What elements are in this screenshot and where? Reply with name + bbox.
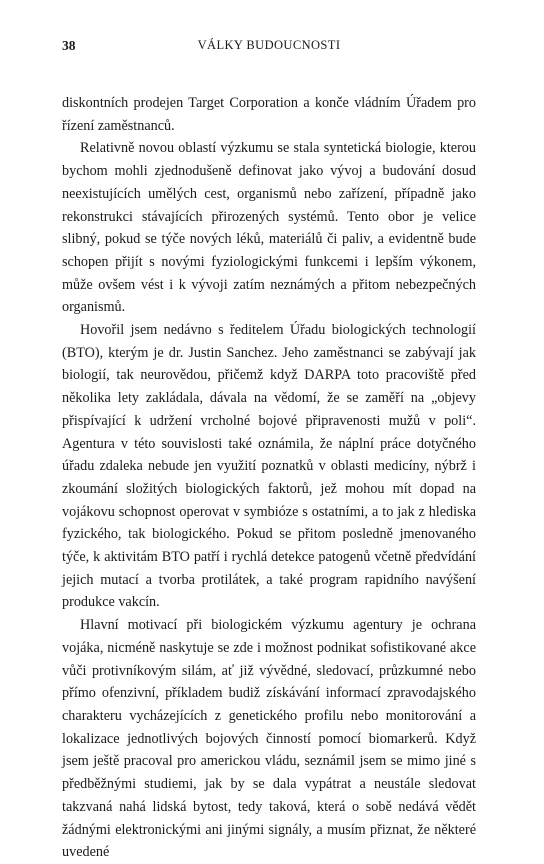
paragraph-continuation: diskontních prodejen Target Corporation a konče vládním Úřadem pro řízení zaměstnanců. xyxy=(62,95,476,134)
page-number: 38 xyxy=(62,38,76,53)
paragraph-bto: Hovořil jsem nedávno s ředitelem Úřadu biologických technologií (BTO), kterým je dr. Justin Sanchez. Jeho zaměstnanci se zabývají jak biologií, tak neurovědou, přičemž když DARPA toto pracoviště před několika lety zakládala, dávala na vědomí, že se zaměří na „objevy přispívající k udržení vrcholné bojové připravenosti mužů v poli“. Agentura v této souvislosti také oznámila, že náplní práce dotyčného úřadu zdaleka nebude jen využití poznatků v oblasti medicíny, nýbrž i zkoumání složitých biologických faktorů, jež mohou mít dopad na vojákovu schopnost operovat v symbióze s ostatními, a to jak z hlediska fyzického, tak biologického. Pokud se přitom posledně jmenovaného týče, k aktivitám BTO patří i rychlá detekce patogenů včetně předvídání jejich mutací a tvorba protilátek, a také program rapidního navýšení produkce vakcín. xyxy=(62,322,476,611)
running-title: VÁLKY BUDOUCNOSTI xyxy=(197,38,341,52)
paragraph-synthetic-biology: Relativně novou oblastí výzkumu se stala syntetická biologie, kterou bychom mohli zjednodušeně definovat jako vývoj a budování dosud neexistujících umělých cest, organismů nebo zařízení, případně jako rekonstrukci stávajících přirozených systémů. Tento obor je velice slibný, pokud se týče nových léků, materiálů či paliv, a evidentně bude schopen přijít s novými fyziologickými funkcemi i lepším výkonem, může ovšem vést i k vývoji zatím neznámých a přitom nebezpečných organismů. xyxy=(62,140,476,316)
paragraph-motivation: Hlavní motivací při biologickém výzkumu agentury je ochrana vojáka, nicméně naskytuje se zde i možnost podnikat sofistikované akce vůči protivníkovým silám, ať již vývědné, sledovací, průzkumné nebo přímo ofenzivní, příkladem budiž získávání informací zpravodajského charakteru vycházejících z genetického profilu nebo monitorování a lokalizace jednotlivých bojových činností pomocí biomarkerů. Když jsem ještě pracoval pro americkou vládu, seznámil jsem se mimo jiné s předběžnými studiemi, jak by se dala vypátrat a neustále sledovat takzvaná nahá lidská bytost, tedy taková, která o sobě nedává vědět žádnými elektronickými ani jinými signály, a musím přiznat, že některé uvedené xyxy=(62,617,476,861)
page-header xyxy=(62,38,476,62)
body-text xyxy=(62,92,476,864)
book-page xyxy=(62,38,476,864)
